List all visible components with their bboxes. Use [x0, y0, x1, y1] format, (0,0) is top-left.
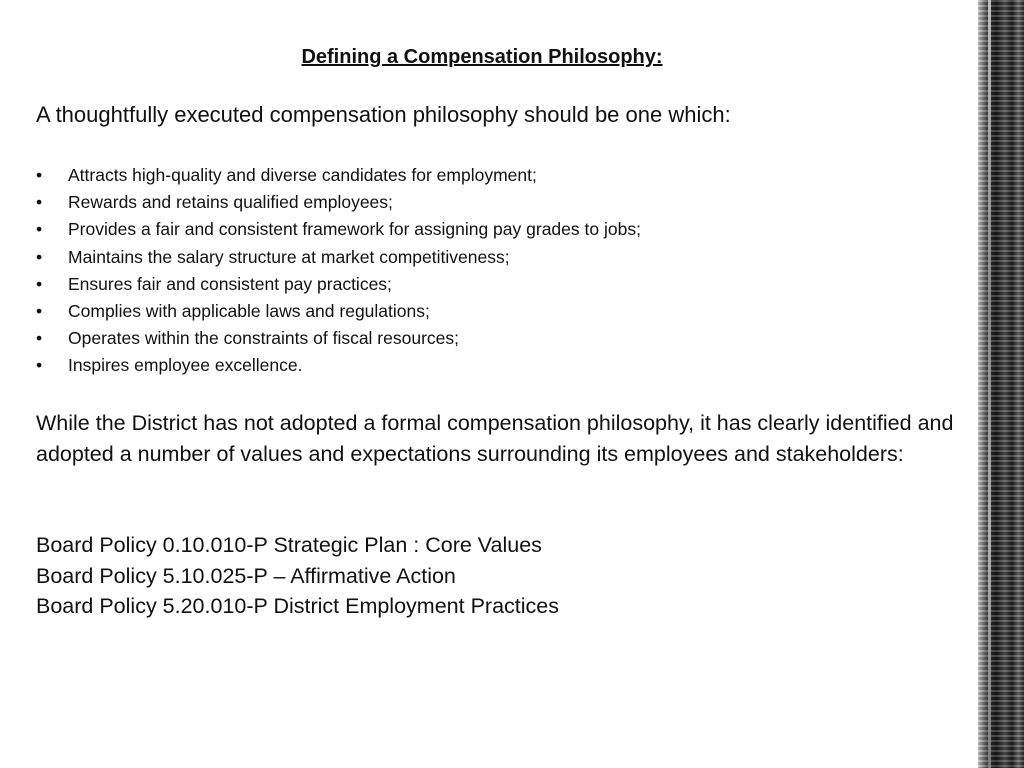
list-item — [36, 162, 641, 189]
policy-item: Board Policy 0.10.010-P Strategic Plan : Core Values — [36, 533, 542, 557]
list-item-text: Inspires employee excellence. — [68, 355, 303, 376]
policy-item: Board Policy 5.10.025-P – Affirmative Action — [36, 563, 456, 588]
policy-list — [36, 530, 559, 622]
list-item-text: Operates within the constraints of fiscal resources; — [68, 328, 460, 349]
list-item — [36, 352, 641, 379]
bullet-icon: • — [36, 246, 43, 267]
bullet-icon: • — [36, 328, 43, 349]
list-item — [36, 325, 641, 352]
list-item-text: Maintains the salary structure at market competitiveness; — [68, 246, 510, 267]
bullet-icon: • — [36, 165, 43, 185]
list-item — [36, 298, 641, 325]
list-item-text: Attracts high-quality and diverse candidates for employment; — [68, 165, 537, 185]
list-item — [36, 271, 641, 298]
bullet-list — [36, 162, 641, 380]
body-paragraph: While the District has not adopted a formal compensation philosophy, it has clearly identified and adopted a number of values and expectations surrounding its employees and stakeholders: — [36, 411, 954, 466]
list-item-text: Rewards and retains qualified employees; — [68, 192, 393, 213]
bullet-icon: • — [36, 301, 43, 322]
list-item — [36, 189, 641, 216]
policy-item: Board Policy 5.20.010-P District Employment Practices — [36, 594, 559, 618]
bullet-icon: • — [36, 219, 43, 240]
intro-text: A thoughtfully executed compensation philosophy should be one which: — [36, 102, 731, 127]
bullet-icon: • — [36, 273, 43, 294]
list-item-text: Complies with applicable laws and regulations; — [68, 301, 430, 322]
bullet-icon: • — [36, 355, 43, 376]
edge-highlight-line — [988, 0, 991, 768]
list-item — [36, 216, 641, 243]
list-item-text: Provides a fair and consistent framework for assigning pay grades to jobs; — [68, 219, 641, 240]
list-item-text: Ensures fair and consistent pay practices; — [68, 273, 392, 294]
list-item — [36, 244, 641, 271]
decorative-edge-border — [978, 0, 1024, 768]
bullet-icon: • — [36, 192, 43, 213]
slide-title: Defining a Compensation Philosophy: — [301, 46, 663, 68]
